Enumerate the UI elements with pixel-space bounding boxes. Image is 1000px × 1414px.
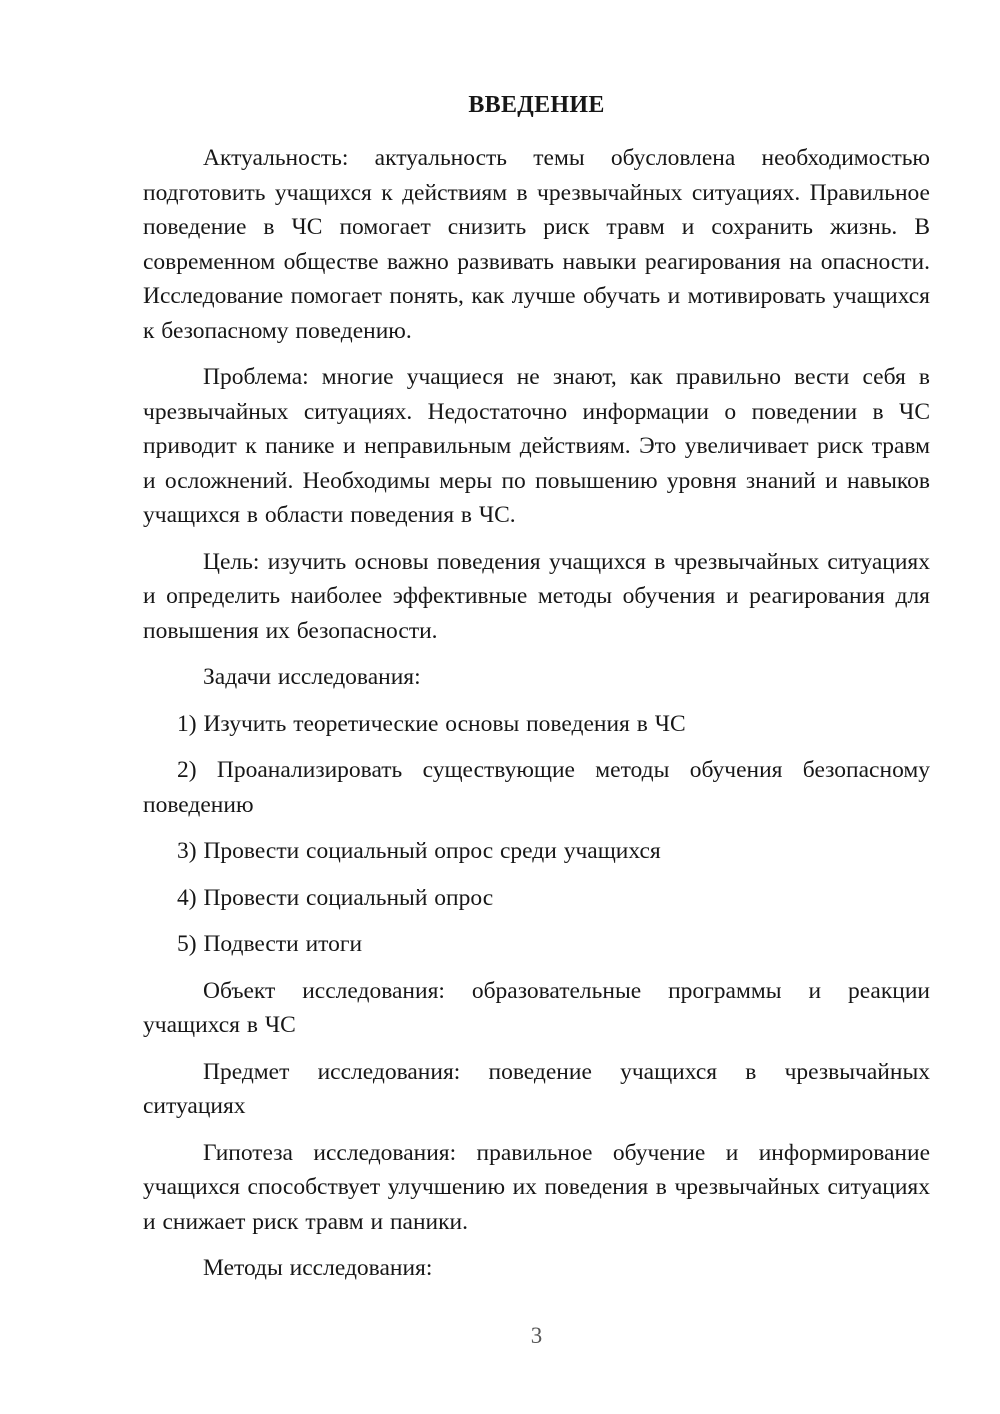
paragraph-problem: Проблема: многие учащиеся не знают, как правильно вести себя в чрезвычайных ситуациях. Недостаточно информации о поведении в ЧС приводит к панике и неправильным действиям. Это увеличивает риск травм и осложнений. Необходимы меры по повышению уровня знаний и навыков учащихся в области поведения в ЧС. (143, 364, 930, 528)
paragraph-subject: Предмет исследования: поведение учащихся в чрезвычайных ситуациях (143, 1058, 930, 1119)
paragraph-actuality: Актуальность: актуальность темы обусловлена необходимостью подготовить учащихся к действиям в чрезвычайных ситуациях. Правильное поведение в ЧС помогает снизить риск травм и сохранить жизнь. В современном обществе важно развивать навыки реагирования на опасности. Исследование помогает понять, как лучше обучать и мотивировать учащихся к безопасному поведению. (143, 145, 930, 344)
task-item-5: 5) Подвести итоги (177, 931, 363, 957)
task-item-2: 2) Проанализировать существующие методы обучения безопасному поведению (143, 757, 930, 818)
paragraph-tasks-label: Задачи исследования: (203, 664, 421, 690)
task-item-3: 3) Провести социальный опрос среди учащихся (177, 838, 661, 864)
paragraph-hypothesis: Гипотеза исследования: правильное обучение и информирование учащихся способствует улучшению их поведения в чрезвычайных ситуациях и снижает риск травм и паники. (143, 1139, 930, 1235)
paragraph-methods-label: Методы исследования: (203, 1255, 433, 1281)
paragraph-object: Объект исследования: образовательные программы и реакции учащихся в ЧС (143, 977, 930, 1038)
task-item-1: 1) Изучить теоретические основы поведения в ЧС (177, 710, 686, 737)
document-content (143, 88, 930, 1298)
task-item-4: 4) Провести социальный опрос (177, 884, 494, 911)
page-number: 3 (530, 1323, 543, 1348)
paragraph-goal: Цель: изучить основы поведения учащихся в чрезвычайных ситуациях и определить наиболее эффективные методы обучения и реагирования для повышения их безопасности. (143, 548, 930, 644)
page-title: ВВЕДЕНИЕ (468, 92, 605, 118)
